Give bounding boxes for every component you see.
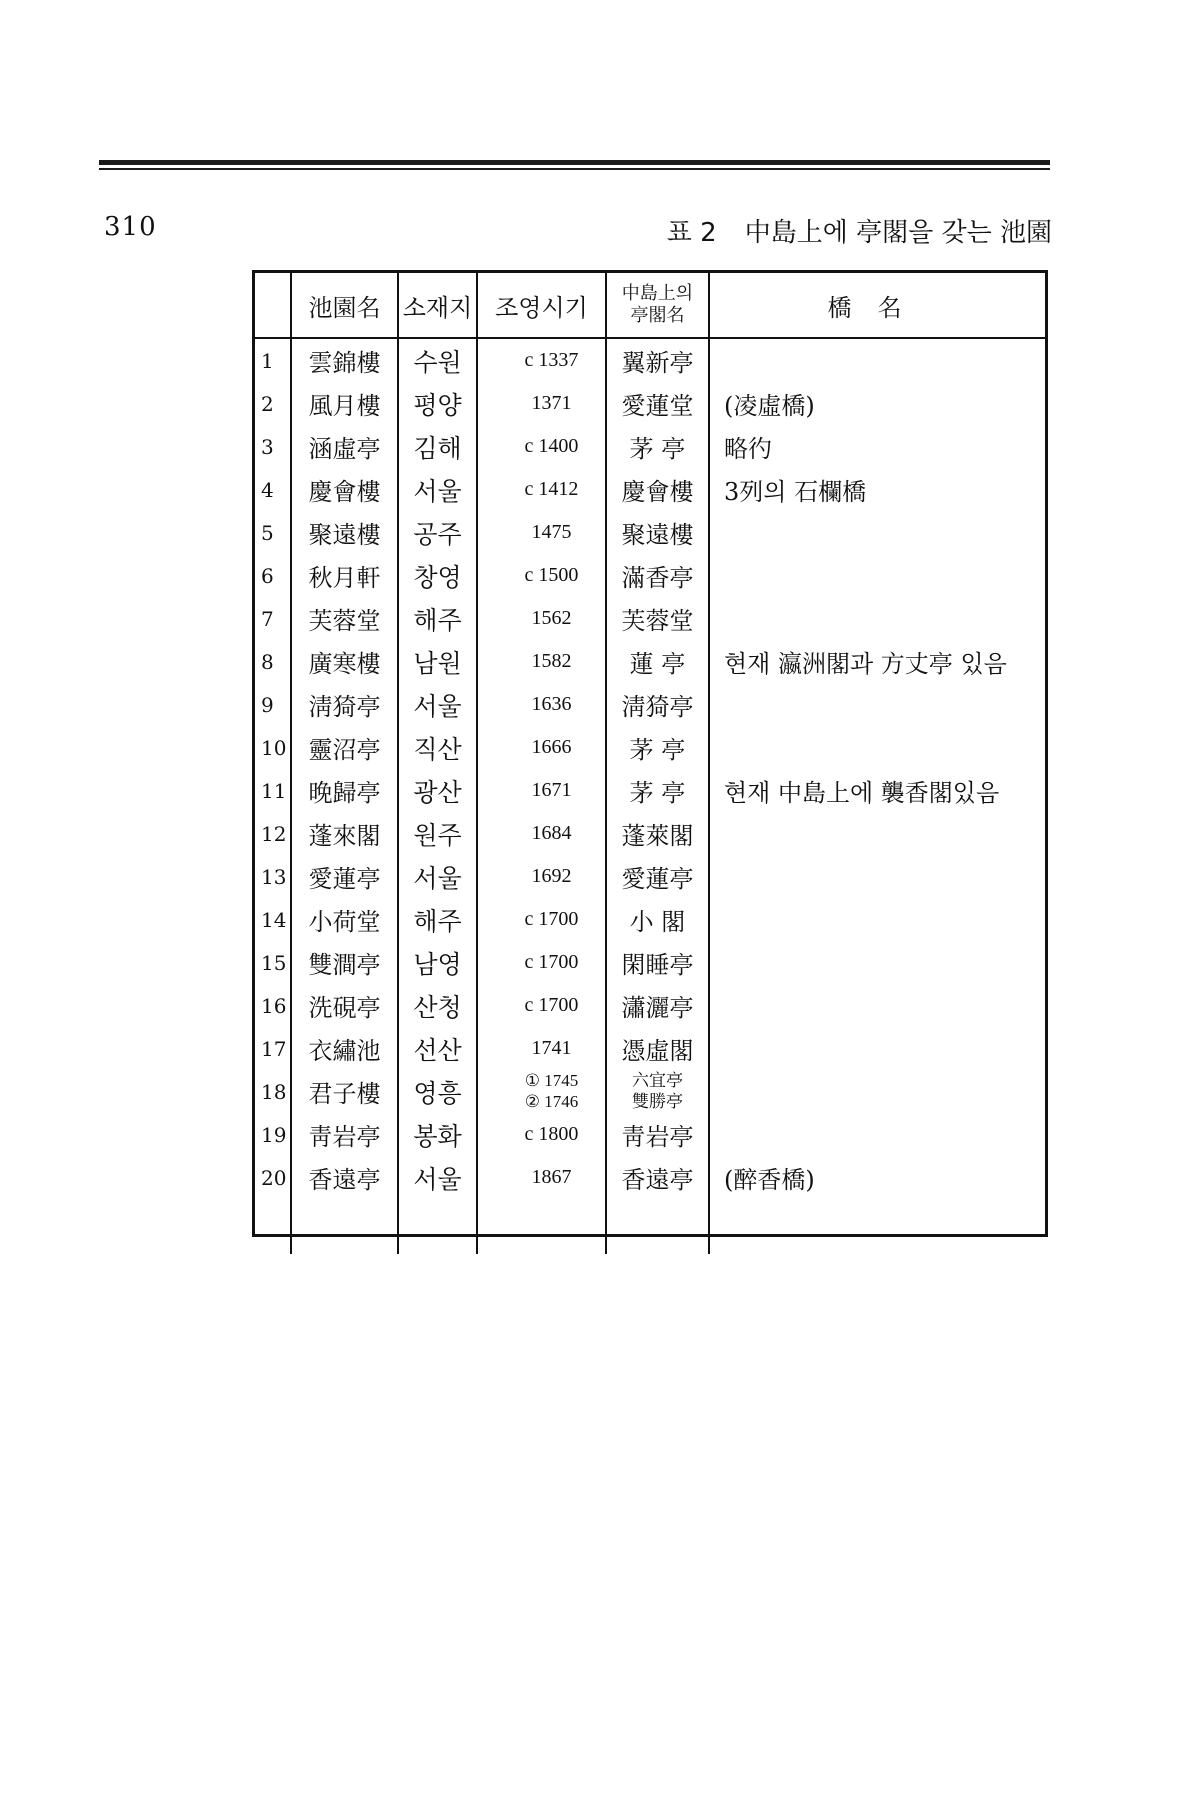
table-row [255, 726, 1045, 769]
location: 남원 [398, 640, 477, 683]
pavilion-name: 靑岩亭 [606, 1113, 709, 1156]
garden-name: 聚遠樓 [291, 511, 398, 554]
pavilion-name: 茅 亭 [606, 769, 709, 812]
bridge-name [709, 554, 1045, 597]
row-number: 20 [255, 1156, 291, 1199]
empty-cell [606, 1199, 709, 1254]
construction-date: c 1800 [477, 1113, 606, 1156]
bridge-name: 略彴 [724, 435, 772, 463]
garden-name: 涵虛亭 [291, 425, 398, 468]
garden-name: 洗硯亭 [291, 984, 398, 1027]
bridge-name [709, 855, 1045, 898]
header-location: 소재지 [398, 273, 477, 338]
construction-date: c 1700 [477, 941, 606, 984]
construction-date: 1692 [477, 855, 606, 898]
table-row [255, 683, 1045, 726]
location: 서울 [398, 468, 477, 511]
bridge-name [709, 1070, 1045, 1113]
location: 선산 [398, 1027, 477, 1070]
pavilion-name: 滿香亭 [606, 554, 709, 597]
header-bridge: 橋名 [709, 273, 1045, 338]
pavilion-name: 茅 亭 [606, 726, 709, 769]
caption-label: 표 2 [666, 218, 717, 248]
location: 서울 [398, 855, 477, 898]
table-row [255, 769, 1045, 812]
bridge-name: (醉香橋) [724, 1166, 815, 1194]
garden-name: 風月樓 [291, 382, 398, 425]
bridge-name [709, 1027, 1045, 1070]
row-number: 17 [255, 1027, 291, 1070]
table-body [255, 338, 1045, 1254]
location: 산청 [398, 984, 477, 1027]
garden-name: 秋月軒 [291, 554, 398, 597]
construction-date-1: ① 1745 [524, 1071, 579, 1090]
pavilion-name: 愛蓮亭 [606, 855, 709, 898]
pavilion-name: 慶會樓 [606, 468, 709, 511]
row-number: 7 [255, 597, 291, 640]
table-caption [667, 212, 1052, 249]
pavilion-name: 愛蓮堂 [606, 382, 709, 425]
construction-date: 1684 [477, 812, 606, 855]
bridge-name [709, 812, 1045, 855]
bridge-name: (凌虛橋) [724, 392, 815, 420]
bridge-name [709, 511, 1045, 554]
table-row [255, 1113, 1045, 1156]
header-date: 조영시기 [477, 273, 606, 338]
pavilion-name: 蓬萊閣 [606, 812, 709, 855]
bridge-name [709, 984, 1045, 1027]
row-number: 14 [255, 898, 291, 941]
pavilion-name: 瀟灑亭 [606, 984, 709, 1027]
location: 광산 [398, 769, 477, 812]
construction-date: c 1500 [477, 554, 606, 597]
garden-name: 慶會樓 [291, 468, 398, 511]
construction-date-2: ② 1746 [524, 1092, 579, 1111]
location: 원주 [398, 812, 477, 855]
row-number: 4 [255, 468, 291, 511]
bridge-name [709, 898, 1045, 941]
garden-name: 愛蓮亭 [291, 855, 398, 898]
location: 해주 [398, 597, 477, 640]
table-row [255, 338, 1045, 382]
pavilion-name: 蓮 亭 [606, 640, 709, 683]
bridge-name [709, 941, 1045, 984]
table-filler-row [255, 1199, 1045, 1254]
garden-name: 雙澗亭 [291, 941, 398, 984]
construction-date: 1371 [477, 382, 606, 425]
table-row [255, 468, 1045, 511]
table-row [255, 425, 1045, 468]
pavilion-name: 小 閣 [606, 898, 709, 941]
garden-name: 廣寒樓 [291, 640, 398, 683]
table-row [255, 984, 1045, 1027]
table-row [255, 1070, 1045, 1113]
location: 영흥 [398, 1070, 477, 1113]
empty-cell [477, 1199, 606, 1254]
row-number: 10 [255, 726, 291, 769]
construction-date: 1741 [477, 1027, 606, 1070]
location: 공주 [398, 511, 477, 554]
construction-date: 1562 [477, 597, 606, 640]
header-rule [99, 160, 1050, 172]
table-row [255, 640, 1045, 683]
construction-date: 1636 [477, 683, 606, 726]
garden-name: 晚歸亭 [291, 769, 398, 812]
location: 남영 [398, 941, 477, 984]
bridge-name [709, 726, 1045, 769]
bridge-name: 현재 瀛洲閣과 方丈亭 있음 [724, 650, 1007, 678]
bridge-name: 3列의 石欄橋 [724, 478, 867, 506]
construction-date: c 1700 [477, 984, 606, 1027]
garden-name: 香遠亭 [291, 1156, 398, 1199]
location: 수원 [398, 338, 477, 382]
pavilion-name [606, 1070, 709, 1113]
location: 평양 [398, 382, 477, 425]
garden-name: 靈沼亭 [291, 726, 398, 769]
row-number: 16 [255, 984, 291, 1027]
construction-date: c 1412 [477, 468, 606, 511]
pavilion-name-2: 雙勝亭 [632, 1091, 683, 1112]
table-row [255, 511, 1045, 554]
caption-title: 中島上에 亭閣을 갖는 池園 [744, 218, 1052, 248]
pavilion-name: 芙蓉堂 [606, 597, 709, 640]
pavilion-name: 香遠亭 [606, 1156, 709, 1199]
location: 김해 [398, 425, 477, 468]
row-number: 8 [255, 640, 291, 683]
location: 서울 [398, 683, 477, 726]
table-row [255, 812, 1045, 855]
pavilion-name: 淸猗亭 [606, 683, 709, 726]
location: 해주 [398, 898, 477, 941]
table-row [255, 941, 1045, 984]
table-row [255, 554, 1045, 597]
empty-cell [255, 1199, 291, 1254]
pavilion-name: 聚遠樓 [606, 511, 709, 554]
construction-date: 1671 [477, 769, 606, 812]
header-pavilion [606, 273, 709, 338]
construction-date: 1582 [477, 640, 606, 683]
location: 봉화 [398, 1113, 477, 1156]
empty-cell [398, 1199, 477, 1254]
header-no [255, 273, 291, 338]
garden-name: 芙蓉堂 [291, 597, 398, 640]
garden-name: 靑岩亭 [291, 1113, 398, 1156]
row-number: 19 [255, 1113, 291, 1156]
table-row [255, 382, 1045, 425]
row-number: 1 [255, 338, 291, 382]
row-number: 5 [255, 511, 291, 554]
table-header-row [255, 273, 1045, 338]
garden-name: 君子樓 [291, 1070, 398, 1113]
row-number: 11 [255, 769, 291, 812]
location: 서울 [398, 1156, 477, 1199]
garden-table-frame [252, 270, 1048, 1237]
row-number: 3 [255, 425, 291, 468]
pavilion-name: 茅 亭 [606, 425, 709, 468]
bridge-name [709, 597, 1045, 640]
row-number: 13 [255, 855, 291, 898]
garden-name: 雲錦樓 [291, 338, 398, 382]
empty-cell [709, 1199, 1045, 1254]
table-row [255, 898, 1045, 941]
garden-name: 衣繡池 [291, 1027, 398, 1070]
row-number: 18 [255, 1070, 291, 1113]
bridge-name: 현재 中島上에 襲香閣있음 [724, 779, 1000, 807]
table-row [255, 1156, 1045, 1199]
bridge-name [709, 338, 1045, 382]
construction-date: c 1337 [477, 338, 606, 382]
table-row [255, 855, 1045, 898]
location: 창영 [398, 554, 477, 597]
construction-date [477, 1070, 606, 1113]
row-number: 12 [255, 812, 291, 855]
row-number: 6 [255, 554, 291, 597]
pavilion-name: 憑虛閣 [606, 1027, 709, 1070]
header-name: 池園名 [291, 273, 398, 338]
construction-date: 1475 [477, 511, 606, 554]
row-number: 9 [255, 683, 291, 726]
empty-cell [291, 1199, 398, 1254]
bridge-name [709, 683, 1045, 726]
pavilion-name: 閑睡亭 [606, 941, 709, 984]
pavilion-name-1: 六宜亭 [632, 1070, 683, 1091]
header-pavilion-line1: 中島上의 [621, 283, 694, 304]
construction-date: c 1700 [477, 898, 606, 941]
table-row [255, 597, 1045, 640]
header-pavilion-line2: 亭閣名 [630, 305, 685, 326]
table-row [255, 1027, 1045, 1070]
garden-name: 蓬來閣 [291, 812, 398, 855]
garden-name: 淸猗亭 [291, 683, 398, 726]
location: 직산 [398, 726, 477, 769]
pavilion-name: 翼新亭 [606, 338, 709, 382]
row-number: 2 [255, 382, 291, 425]
construction-date: c 1400 [477, 425, 606, 468]
page-number: 310 [104, 212, 157, 242]
row-number: 15 [255, 941, 291, 984]
construction-date: 1666 [477, 726, 606, 769]
construction-date: 1867 [477, 1156, 606, 1199]
garden-name: 小荷堂 [291, 898, 398, 941]
garden-table [255, 273, 1045, 1254]
bridge-name [709, 1113, 1045, 1156]
